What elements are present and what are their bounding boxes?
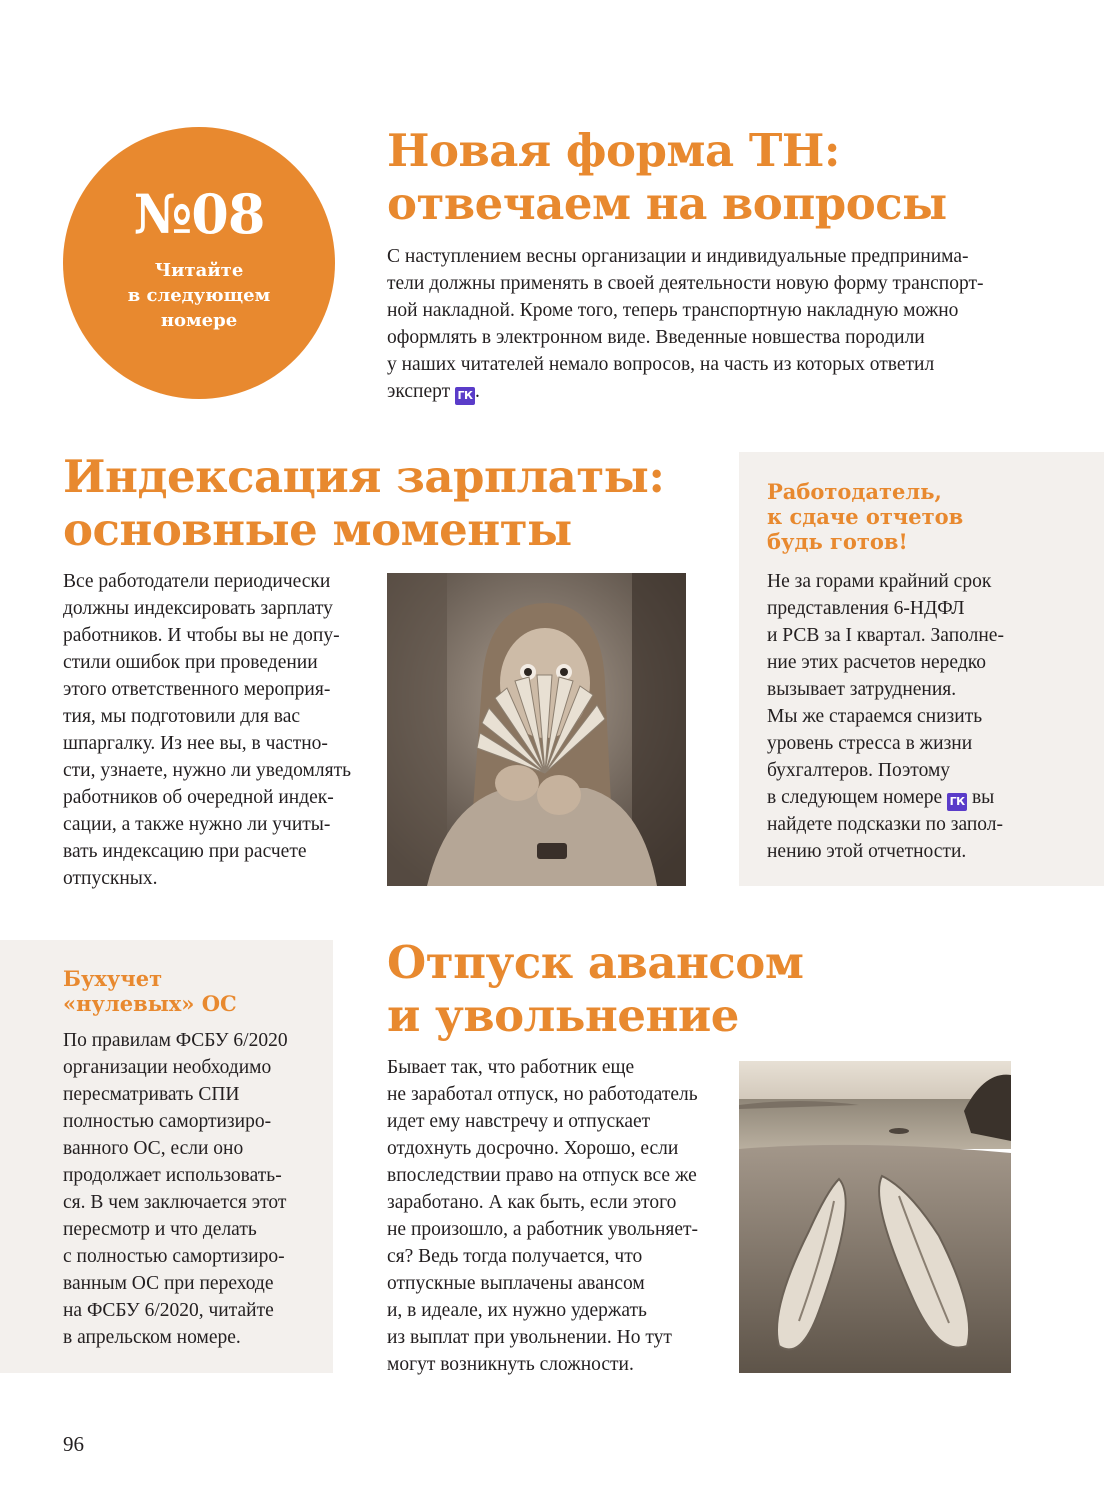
sidebar-os-title: Бухучет «нулевых» ОС xyxy=(63,966,237,1016)
next-issue-badge xyxy=(63,127,335,399)
issue-caption: Читайте в следующем номере xyxy=(127,260,271,331)
sidebar-reports-text xyxy=(767,568,1087,865)
sidebar-os-text: По правилам ФСБУ 6/2020 организации необходимо пересматривать СПИ полностью самортизиро- ванного ОС, если оно продолжает использовать- ся. В чем заключается этот пересмотр и что делать с полностью самортизиро- ванным ОС при переходе на ФСБУ 6/2020, читайте в апрельском номере. xyxy=(63,1030,288,1348)
beach-kayaks-photo xyxy=(739,1061,1011,1373)
gk-logo-icon: ГК xyxy=(455,387,475,405)
article-tn-body: С наступлением весны организации и индивидуальные предпринима- тели должны применять в своей деятельности новую форму транспорт- ной накладной. Кроме того, теперь транспортную накладную можно оформлять в электронном виде. Введенные новшества породили у наших читателей немало вопросов, на часть из которых ответил эксперт xyxy=(387,246,984,402)
issue-number: №08 xyxy=(133,182,265,246)
sidebar-reports-body-end: вы найдете подсказки по запол- нению этой отчетности. xyxy=(767,787,1003,862)
gk-logo-icon: ГК xyxy=(947,793,967,811)
sidebar-reports-title: Работодатель, к сдаче отчетов будь готов! xyxy=(767,479,964,554)
page-number: 96 xyxy=(63,1432,84,1456)
article-vacation-text: Бывает так, что работник еще не заработал отпуск, но работодатель идет ему навстречу и отпускает отдохнуть досрочно. Хорошо, если впоследствии право на отпуск все же заработано. А как быть, если этого не произошло, а работник увольняет- ся? Ведь тогда получается, что отпускные выплачены авансом и, в идеале, их нужно удержать из выплат при увольнении. Но тут могут возникнуть сложности. xyxy=(387,1057,699,1375)
article-indexation-title: Индексация зарплаты: основные моменты xyxy=(63,450,665,556)
article-vacation-title: Отпуск авансом и увольнение xyxy=(387,936,804,1042)
article-tn-text xyxy=(387,243,1077,405)
article-tn-period: . xyxy=(475,381,480,402)
article-tn-title: Новая форма ТН: отвечаем на вопросы xyxy=(387,124,947,230)
woman-with-money-photo xyxy=(387,573,686,886)
sidebar-reports-body: Не за горами крайний срок представления 6-НДФЛ и РСВ за I квартал. Заполне- ние этих расчетов нередко вызывает затруднения. Мы же стараемся снизить уровень стресса в жизни бухгалтеров. Поэтому в следующем номере xyxy=(767,571,1004,808)
article-indexation-text: Все работодатели периодически должны индексировать зарплату работников. И чтобы вы не допу- стили ошибок при проведении этого ответственного мероприя- тия, мы подготовили для вас шпаргалку. Из нее вы, в частно- сти, узнаете, нужно ли уведомлять работников об очередной индек- сации, а также нужно ли учиты- вать индексацию при расчете отпускных. xyxy=(63,571,351,889)
